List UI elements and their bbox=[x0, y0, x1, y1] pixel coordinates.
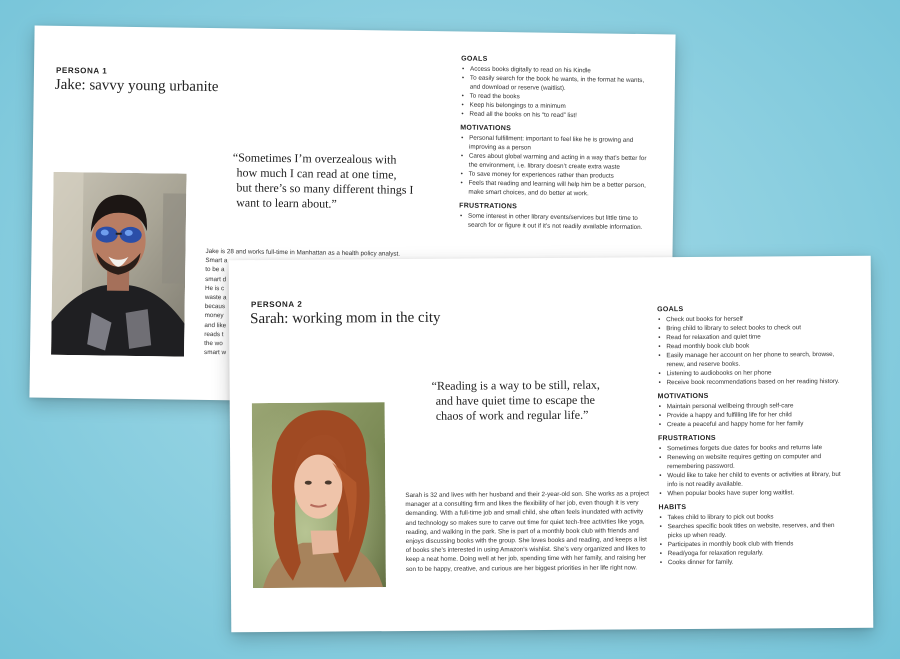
list-item: • To read the books bbox=[461, 91, 653, 103]
motivations-list bbox=[459, 133, 652, 199]
quote-line: how much I can read at one time, bbox=[236, 165, 397, 182]
quote-line: want to learn about.” bbox=[236, 195, 337, 211]
frustrations-list bbox=[658, 443, 850, 498]
quote-line: but there’s so many different things I bbox=[236, 180, 414, 197]
goals-heading: GOALS bbox=[461, 55, 488, 63]
motivations-heading: MOTIVATIONS bbox=[460, 124, 512, 133]
list-item: • Check out books for herself bbox=[657, 314, 849, 324]
quote-line: “Sometimes I’m overzealous with bbox=[232, 150, 397, 167]
persona-photo-sarah bbox=[252, 402, 386, 588]
frustrations-heading: FRUSTRATIONS bbox=[459, 202, 518, 211]
list-item: • Access books digitally to read on his Kindle bbox=[461, 65, 653, 77]
list-item: • Participates in monthly book club with friends bbox=[659, 539, 851, 549]
list-item: • Would like to take her child to events or activities at library, but info is not readily available. bbox=[658, 470, 850, 489]
list-item: • Listening to audiobooks on her phone bbox=[657, 368, 849, 378]
habits-list bbox=[658, 512, 850, 567]
list-item: • Renewing on website requires getting on computer and remembering password. bbox=[658, 452, 850, 471]
frustrations-heading: FRUSTRATIONS bbox=[657, 434, 716, 443]
motivations-heading: MOTIVATIONS bbox=[657, 392, 709, 401]
persona-name: Sarah: working mom in the city bbox=[250, 309, 441, 328]
list-item: • Feels that reading and learning will help him be a better person, make smart choices, and do better at work. bbox=[459, 178, 651, 199]
quote-line: and have quiet time to escape the bbox=[435, 392, 596, 408]
list-item: • Takes child to library to pick out books bbox=[658, 512, 850, 522]
bio-line: smart d bbox=[205, 275, 227, 283]
quote-line: “Reading is a way to be still, relax, bbox=[431, 377, 600, 393]
list-item: • Read all the books on his “to read” list! bbox=[460, 109, 652, 121]
persona-bio: Sarah is 32 and lives with her husband and their 2-year-old son. She works as a project manager at a consulting firm and likes the flexibility of her job, even though it is very demanding. With a full-time job and small child, she often feels inundated with activity and technology so makes sure to carve out time for quiet tech-free activities like yoga, reading, and walking in the park. She is part of a monthly book club with friends and enjoys discussing books with the group. She loves books and reading, and keeps a list of books she’s interested in using Amazon’s wishlist. She’s very organized and likes to keep a neat home. Doing well at her job, spending time with her family, and raising her son to be happy, creative, and curious are her biggest priorities in her life right now. bbox=[405, 490, 649, 573]
bio-line: becaus bbox=[204, 303, 226, 311]
persona-photo-jake bbox=[51, 172, 187, 357]
bio-line: the wo bbox=[204, 339, 223, 348]
persona-attributes bbox=[459, 56, 653, 239]
list-item: • Personal fulfillment: important to feel like he is growing and improving as a person bbox=[460, 133, 652, 154]
list-item: • Create a peaceful and happy home for her family bbox=[658, 419, 850, 429]
bio-line: reads t bbox=[204, 330, 224, 339]
bio-line: He is c bbox=[204, 284, 225, 293]
list-item: • Provide a happy and fulfilling life for her child bbox=[658, 410, 850, 420]
list-item: • To save money for experiences rather than products bbox=[460, 169, 652, 181]
persona-attributes bbox=[657, 305, 851, 573]
list-item: • To easily search for the book he wants, in the format he wants, and download or reserve (waitlist). bbox=[461, 74, 653, 95]
persona-label: PERSONA 2 bbox=[250, 299, 303, 310]
frustrations-list bbox=[459, 211, 651, 232]
bio-line: Smart a bbox=[205, 257, 228, 265]
list-item: • Read for relaxation and quiet time bbox=[657, 332, 849, 342]
bio-line: smart w bbox=[204, 349, 227, 357]
list-item: • Receive book recommendations based on her reading history. bbox=[658, 377, 850, 387]
list-item: • Easily manage her account on her phone to search, browse, renew, and reserve books. bbox=[657, 350, 849, 369]
list-item: • Cooks dinner for family. bbox=[659, 557, 851, 567]
bio-line: to be a bbox=[205, 266, 225, 274]
habits-heading: HABITS bbox=[658, 504, 687, 512]
bio-line: and like bbox=[204, 321, 227, 329]
list-item: • Read monthly book club book bbox=[657, 341, 849, 351]
list-item: • Maintain personal wellbeing through self-care bbox=[658, 401, 850, 411]
list-item: • Some interest in other library events/services but little time to search for or figure it out if it’s not readily available information. bbox=[459, 211, 651, 232]
motivations-list bbox=[658, 401, 850, 429]
goals-list bbox=[460, 65, 653, 122]
goals-heading: GOALS bbox=[657, 306, 684, 314]
goals-list bbox=[657, 314, 849, 387]
list-item: • Cares about global warming and acting in a way that’s better for the environment, i.e. library doesn’t create extra waste bbox=[460, 151, 652, 172]
persona-quote bbox=[432, 377, 632, 423]
bio-line: Jake is 28 and works full-time in Manhattan as a health policy analyst. bbox=[205, 247, 401, 258]
list-item: • Bring child to library to select books to check out bbox=[657, 323, 849, 333]
list-item: • Searches specific book titles on website, reserves, and then picks up when ready. bbox=[659, 521, 851, 540]
persona-name: Jake: savvy young urbanite bbox=[54, 76, 219, 96]
bio-line: money bbox=[204, 312, 224, 320]
list-item: • Sometimes forgets due dates for books and returns late bbox=[658, 443, 850, 453]
persona-label: PERSONA 1 bbox=[55, 65, 108, 76]
persona-quote bbox=[232, 150, 438, 213]
persona-card-sarah bbox=[229, 256, 874, 632]
list-item: • Read/yoga for relaxation regularly. bbox=[659, 548, 851, 558]
list-item: • When popular books have super long waitlist. bbox=[658, 488, 850, 498]
quote-line: chaos of work and regular life.” bbox=[435, 407, 589, 423]
bio-line: waste a bbox=[204, 293, 227, 302]
list-item: • Keep his belongings to a minimum bbox=[460, 100, 652, 112]
